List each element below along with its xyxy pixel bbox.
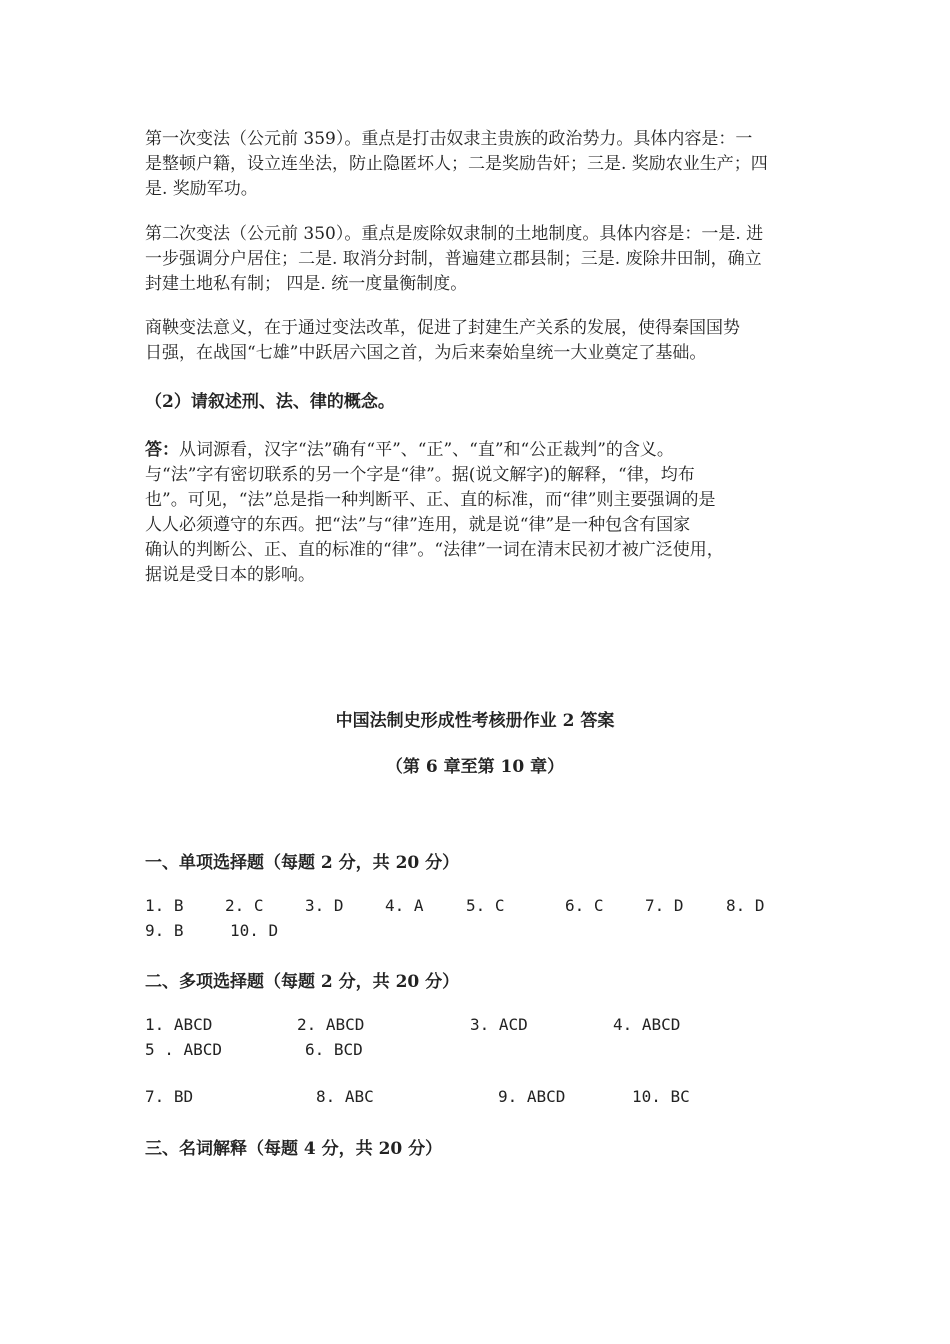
answer-item: 8. D bbox=[726, 896, 765, 915]
question-2-heading: （2）请叙述刑、法、律的概念。 bbox=[145, 392, 395, 412]
section-heading-single-choice: 一、单项选择题（每题 2 分，共 20 分） bbox=[145, 853, 460, 873]
answer-item: 1. B bbox=[145, 896, 184, 915]
answer-item: 5. C bbox=[466, 896, 505, 915]
answer-item: 1. ABCD bbox=[145, 1015, 213, 1034]
page-title: 中国法制史形成性考核册作业 2 答案 bbox=[335, 711, 615, 731]
answer-item: 6. BCD bbox=[305, 1040, 363, 1059]
answer-item: 6. C bbox=[565, 896, 604, 915]
answer-item: 4. A bbox=[385, 896, 424, 915]
answer-item: 7. BD bbox=[145, 1087, 194, 1106]
text-line: 一步强调分户居住；二是. 取消分封制，普遍建立郡县制；三是. 废除井田制，确立 bbox=[145, 249, 762, 269]
text-line: 是. 奖励军功。 bbox=[145, 179, 258, 199]
answer-item: 9. B bbox=[145, 921, 184, 940]
answer-item: 2. ABCD bbox=[297, 1015, 365, 1034]
text-line: 据说是受日本的影响。 bbox=[145, 565, 315, 585]
text-line: 与“法”字有密切联系的另一个字是“律”。据(说文解字)的解释，“律，均布 bbox=[145, 465, 695, 485]
answer-paragraph bbox=[145, 438, 810, 588]
text-line: 封建土地私有制； 四是. 统一度量衡制度。 bbox=[145, 274, 468, 294]
text-line: 是整顿户籍，设立连坐法，防止隐匿坏人；二是奖励告奸；三是. 奖励农业生产；四 bbox=[145, 154, 768, 174]
text-line: 确认的判断公、正、直的标准的“律”。“法律”一词在清末民初才被广泛使用， bbox=[145, 540, 724, 560]
text-line: 第一次变法（公元前 359）。重点是打击奴隶主贵族的政治势力。具体内容是：一 bbox=[145, 129, 753, 149]
section-heading-term-explanation: 三、名词解释（每题 4 分，共 20 分） bbox=[145, 1139, 443, 1159]
text-line: 日强，在战国“七雄”中跃居六国之首，为后来秦始皇统一大业奠定了基础。 bbox=[145, 343, 707, 363]
answer-item: 10. D bbox=[230, 921, 279, 940]
text-line: 也”。可见，“法”总是指一种判断平、正、直的标准，而“律”则主要强调的是 bbox=[145, 490, 716, 510]
answer-item: 9. ABCD bbox=[498, 1087, 566, 1106]
answer-item: 3. ACD bbox=[470, 1015, 528, 1034]
text-line: 第二次变法（公元前 350）。重点是废除奴隶制的土地制度。具体内容是：一是. 进 bbox=[145, 224, 764, 244]
answer-item: 3. D bbox=[305, 896, 344, 915]
paragraph-second-reform bbox=[145, 222, 810, 297]
paragraph-reform-significance bbox=[145, 316, 810, 366]
answer-label: 答： bbox=[145, 440, 179, 460]
answer-item: 5 . ABCD bbox=[145, 1040, 223, 1059]
answer-item: 8. ABC bbox=[316, 1087, 374, 1106]
text-line: 商鞅变法意义，在于通过变法改革，促进了封建生产关系的发展，使得秦国国势 bbox=[145, 318, 740, 338]
answer-item: 10. BC bbox=[632, 1087, 690, 1106]
paragraph-first-reform bbox=[145, 127, 810, 202]
answer-item: 7. D bbox=[645, 896, 684, 915]
answer-item: 4. ABCD bbox=[613, 1015, 681, 1034]
page-subtitle: （第 6 章至第 10 章） bbox=[385, 757, 565, 777]
section-heading-multiple-choice: 二、多项选择题（每题 2 分，共 20 分） bbox=[145, 972, 460, 992]
answer-item: 2. C bbox=[225, 896, 264, 915]
text-line: 答：从词源看，汉字“法”确有“平”、“正”、“直”和“公正裁判”的含义。 bbox=[145, 440, 674, 460]
text-line: 人人必须遵守的东西。把“法”与“律”连用，就是说“律”是一种包含有国家 bbox=[145, 515, 691, 535]
